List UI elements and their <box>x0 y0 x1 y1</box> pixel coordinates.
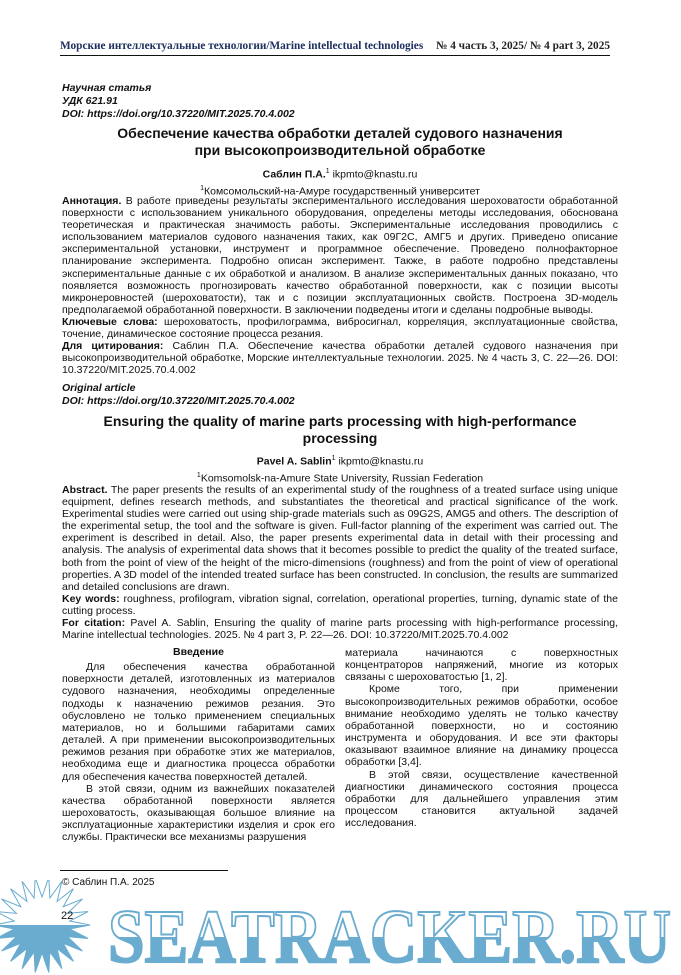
ru-meta <box>62 82 295 121</box>
author-name: Саблин П.А. <box>262 168 326 181</box>
ru-title-line: при высокопроизводительной обработке <box>194 142 486 158</box>
seatracker-watermark <box>0 880 681 975</box>
citation-text: Pavel A. Sablin, Ensuring the quality of marine parts processing with high-performance processing, Marine intellectual technologies. 2025. № 4 part 3, P. 22—26. DOI: 10.37220/MIT.2025.70.4.002 <box>62 617 618 642</box>
citation-label: For citation: <box>62 617 126 630</box>
left-column <box>62 646 335 844</box>
author-sup: 1 <box>325 168 330 175</box>
watermark-text: SEATRACKER.RU <box>108 895 671 975</box>
affiliation: Комсомольский-на-Амуре государственный университет <box>203 185 480 197</box>
affiliation: Komsomolsk-na-Amure State University, Russian Federation <box>200 472 484 484</box>
udk: УДК 621.91 <box>62 95 118 107</box>
en-title-line: Ensuring the quality of marine parts processing with high-performance <box>103 413 577 429</box>
right-column <box>345 647 618 829</box>
en-title-line: processing <box>302 430 378 446</box>
author-sup: 1 <box>331 455 336 462</box>
keywords-text: roughness, profilogram, vibration signal, correlation, operational properties, turning, dynamic state of the cutting process. <box>62 592 618 617</box>
author-email[interactable]: ikpmto@knastu.ru <box>329 168 418 181</box>
en-author-block <box>62 452 618 485</box>
page-number: 22 <box>61 910 74 922</box>
article-type: Original article <box>62 382 136 394</box>
keywords-label: Ключевые слова: <box>62 315 158 328</box>
affil-sup: 1 <box>200 184 204 192</box>
section-heading: Введение <box>173 646 224 658</box>
keywords-text: шероховатость, профилограмма, вибросигнал, корреляция, эксплуатационные свойства, точение, динамическое состояние процесса резания. <box>62 315 618 341</box>
en-title <box>62 413 618 447</box>
copyright: © Саблин П.А. 2025 <box>62 877 155 888</box>
footnote-divider <box>60 870 228 871</box>
paragraph: В этой связи, одним из важнейших показателей качества обработанной поверхности является шероховатость, оказывающая большое влияние на эксплуатационные характеристики изделия и срок его службы. Практически все механизмы разрушения <box>62 782 335 844</box>
abstract-label: Abstract. <box>62 484 108 496</box>
ru-author-block <box>62 165 618 198</box>
ru-abstract <box>62 195 618 376</box>
journal-name: Морские интеллектуальные технологии/Marine intellectual technologies <box>60 40 424 52</box>
ru-title-line: Обеспечение качества обработки деталей судового назначения <box>117 125 563 141</box>
ru-title <box>62 125 618 159</box>
abstract-text: The paper presents the results of an experimental study of the roughness of a treated surface using unique equipment, defines research methods, and substantiates the theoretical and practical significance of the work. Experimental studies were carried out using ship-grade materials such as 09G2S, AMG5 and others. The description of the experimental setup, the tool and the software is given. Full-factor planning of the experiment was carried out. The experiment is described in detail. Also, the paper presents experimental data in detail with their processing and analysis. The analysis of experimental data shows that it becomes possible to predict the quality of the treated surface, both from the point of view of the height of the micro-dimensions (roughness) and from the point of view of operational properties. A 3D model of the intended treated surface has been constructed. In conclusion, the results are summarized and detailed conclusions are drawn. <box>62 484 618 593</box>
en-abstract <box>62 484 618 641</box>
paragraph: Для обеспечения качества обработанной поверхности деталей, изготовленных из материалов судового назначения, необходимы определенные подходы к назначению режимов резания. Это обусловлено не только применением специальных материалов, но и большими габаритами самих деталей. А при применении высокопроизводительных режимов резания при обработке этих же материалов, необходима еще и диагностика процесса обработки для обеспечения качества поверхностей деталей. <box>62 661 335 783</box>
doi-link[interactable]: DOI: https://doi.org/10.37220/MIT.2025.70.4.002 <box>62 395 295 407</box>
article-type: Научная статья <box>62 82 152 94</box>
paragraph: материала начинаются с поверхностных концентраторов напряжений, многие из которых связаны с шероховатостью [1, 2]. <box>345 647 618 684</box>
abstract-label: Аннотация. <box>62 195 122 207</box>
paragraph: Кроме того, при применении высокопроизводительных режимов обработки, особое внимание необходимо уделять не только качеству обработанной поверхности, но и состоянию инструмента и оборудования. И все эти факторы оказывают взаимное влияние на динамику процесса обработки [3,4]. <box>345 683 618 769</box>
running-header <box>60 40 610 56</box>
abstract-text: В работе приведены результаты экспериментального исследования шероховатости обработанной поверхности с использованием уникального оборудования, определены методы исследования, обоснована теоретическая и практическая значимость работы. Экспериментальные исследования проводились с использованием материалов судового назначения таких, как 09Г2С, АМГ5 и других. Приведено описание экспериментальной установки, инструмент и программное обеспечение. Проведено полнофакторное планирование эксперимента. Подробно описан эксперимент. Также, в работе подробно представлены экспериментальные данные с их обработкой и анализом. В анализе экспериментальных данных показано, что появляется возможность прогнозировать качество обработанной поверхности, как с позиции высоты микронеровностей (шероховатости), так и с позиции эксплуатационных свойств. Построена 3D-модель предполагаемой обработанной поверхности. В заключении подведены итоги и сделаны подробные выводы. <box>62 195 618 316</box>
issue-info: № 4 часть 3, 2025/ № 4 part 3, 2025 <box>436 40 610 52</box>
sun-logo-icon <box>0 880 90 973</box>
citation-label: Для цитирования: <box>62 340 164 353</box>
author-name: Pavel A. Sablin <box>256 455 332 468</box>
paragraph: В этой связи, осуществление качественной диагностики динамического состояния процесса обработки для дальнейшего управления этим процессом становится актуальной задачей исследования. <box>345 768 618 830</box>
affil-sup: 1 <box>196 471 201 479</box>
doi-link[interactable]: DOI: https://doi.org/10.37220/MIT.2025.70.4.002 <box>62 108 295 120</box>
en-meta <box>62 382 295 408</box>
author-email[interactable]: ikpmto@knastu.ru <box>335 455 424 468</box>
keywords-label: Key words: <box>62 592 120 605</box>
citation-text: Саблин П.А. Обеспечение качества обработки деталей судового назначения при высокопроизводительной обработке, Морские интеллектуальные технологии. 2025. № 4 часть 3, С. 22—26. DOI: 10.37220/MIT.2025.70.4.002 <box>62 340 619 377</box>
